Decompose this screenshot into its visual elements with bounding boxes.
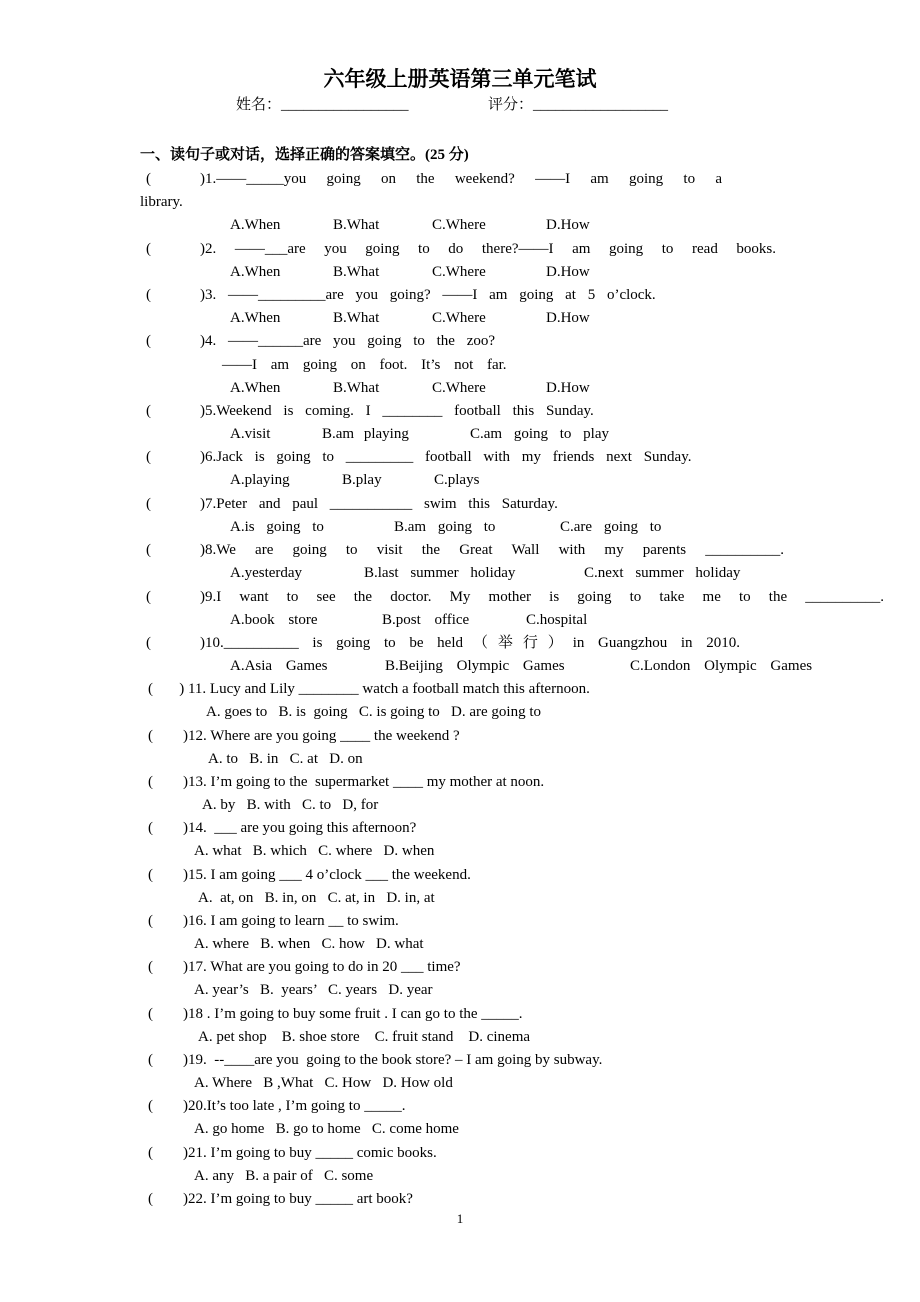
q5-option-c: C.am going to play [470, 426, 609, 442]
question-8-stem: )8.We are going to visit the Great Wall with my parents __________. [200, 542, 784, 558]
question-1-stem-cont: library. [140, 194, 183, 210]
question-13-stem: ( )13. I’m going to the supermarket ____ my mother at noon. [148, 774, 545, 790]
question-14-stem: ( )14. ___ are you going this afternoon? [148, 820, 417, 836]
section-heading: 一、读句子或对话，选择正确的答案填空。(25 分) [140, 147, 469, 163]
question-4-stem-cont: ——I am going on foot. It’s not far. [222, 357, 507, 373]
answer-blank: ( [146, 403, 151, 419]
q1-option-d: D.How [546, 217, 590, 233]
q2-option-b: B.What [333, 264, 380, 280]
q10-option-b: B.Beijing Olympic Games [385, 658, 565, 674]
answer-blank: ( [146, 449, 151, 465]
question-20-stem: ( )20.It’s too late , I’m going to _____. [148, 1098, 406, 1114]
q7-option-a: A.is going to [230, 519, 324, 535]
q3-option-c: C.Where [432, 310, 486, 326]
question-18-stem: ( )18 . I’m going to buy some fruit . I can go to the _____. [148, 1006, 523, 1022]
q5-option-a: A.visit [230, 426, 271, 442]
q4-option-b: B.What [333, 380, 380, 396]
question-17-stem: ( )17. What are you going to do in 20 ___ time? [148, 959, 461, 975]
name-field: 姓名：_________________ [236, 97, 409, 113]
q1-option-c: C.Where [432, 217, 486, 233]
question-11-options: A. goes to B. is going C. is going to D. are going to [206, 704, 541, 720]
answer-blank: ( [146, 635, 151, 651]
question-6-stem: )6.Jack is going to _________ football with my friends next Sunday. [200, 449, 692, 465]
question-12-options: A. to B. in C. at D. on [208, 751, 363, 767]
question-22-stem: ( )22. I’m going to buy _____ art book? [148, 1191, 413, 1207]
q8-option-c: C.next summer holiday [584, 565, 741, 581]
question-21-stem: ( )21. I’m going to buy _____ comic books. [148, 1145, 437, 1161]
question-16-options: A. where B. when C. how D. what [194, 936, 424, 952]
question-5-stem: )5.Weekend is coming. I ________ football this Sunday. [200, 403, 594, 419]
q7-option-b: B.am going to [394, 519, 496, 535]
answer-blank: ( [146, 589, 151, 605]
answer-blank: ( [146, 333, 151, 349]
answer-blank: ( [146, 241, 151, 257]
q10-option-a: A.Asia Games [230, 658, 328, 674]
score-field: 评分：__________________ [488, 97, 669, 113]
question-10-stem: )10.__________ is going to be held（举行）in Guangzhou in 2010. [200, 635, 740, 651]
q8-option-b: B.last summer holiday [364, 565, 516, 581]
answer-blank: ( [146, 287, 151, 303]
q9-option-b: B.post office [382, 612, 470, 628]
question-15-stem: ( )15. I am going ___ 4 o’clock ___ the weekend. [148, 867, 471, 883]
question-2-stem: )2. ——___are you going to do there?——I am going to read books. [200, 241, 776, 257]
q1-option-a: A.When [230, 217, 281, 233]
question-12-stem: ( )12. Where are you going ____ the weekend ? [148, 728, 460, 744]
q5-option-b: B.am playing [322, 426, 409, 442]
answer-blank: ( [146, 171, 151, 187]
question-19-options: A. Where B ,What C. How D. How old [194, 1075, 453, 1091]
question-16-stem: ( )16. I am going to learn __ to swim. [148, 913, 399, 929]
question-14-options: A. what B. which C. where D. when [194, 843, 435, 859]
question-17-options: A. year’s B. years’ C. years D. year [194, 982, 433, 998]
question-7-stem: )7.Peter and paul ___________ swim this Saturday. [200, 496, 558, 512]
q4-option-d: D.How [546, 380, 590, 396]
q8-option-a: A.yesterday [230, 565, 303, 581]
q1-option-b: B.What [333, 217, 380, 233]
q2-option-d: D.How [546, 264, 590, 280]
answer-blank: ( [146, 542, 151, 558]
q2-option-c: C.Where [432, 264, 486, 280]
answer-blank: ( [146, 496, 151, 512]
q9-option-c: C.hospital [526, 612, 588, 628]
q4-option-a: A.When [230, 380, 281, 396]
question-11-stem: ( ) 11. Lucy and Lily ________ watch a football match this afternoon. [148, 681, 590, 697]
question-3-stem: )3. ——_________are you going? ——I am going at 5 o’clock. [200, 287, 656, 303]
question-1-stem: )1.——_____you going on the weekend? ——I am going to a [200, 171, 722, 187]
q6-option-c: C.plays [434, 472, 480, 488]
question-15-options: A. at, on B. in, on C. at, in D. in, at [198, 890, 435, 906]
page-title: 六年级上册英语第三单元笔试 [323, 67, 597, 91]
q3-option-d: D.How [546, 310, 590, 326]
q3-option-b: B.What [333, 310, 380, 326]
q7-option-c: C.are going to [560, 519, 662, 535]
question-20-options: A. go home B. go to home C. come home [194, 1121, 459, 1137]
question-4-stem: )4. ——______are you going to the zoo? [200, 333, 496, 349]
q6-option-a: A.playing [230, 472, 290, 488]
question-21-options: A. any B. a pair of C. some [194, 1168, 374, 1184]
q6-option-b: B.play [342, 472, 382, 488]
q4-option-c: C.Where [432, 380, 486, 396]
question-18-options: A. pet shop B. shoe store C. fruit stand D. cinema [198, 1029, 531, 1045]
q9-option-a: A.book store [230, 612, 318, 628]
question-9-stem: )9.I want to see the doctor. My mother is going to take me to the __________. [200, 589, 884, 605]
q10-option-c: C.London Olympic Games [630, 658, 813, 674]
q2-option-a: A.When [230, 264, 281, 280]
question-13-options: A. by B. with C. to D, for [202, 797, 379, 813]
q3-option-a: A.When [230, 310, 281, 326]
page-number: 1 [456, 1211, 464, 1226]
question-19-stem: ( )19. --____are you going to the book store? – I am going by subway. [148, 1052, 603, 1068]
